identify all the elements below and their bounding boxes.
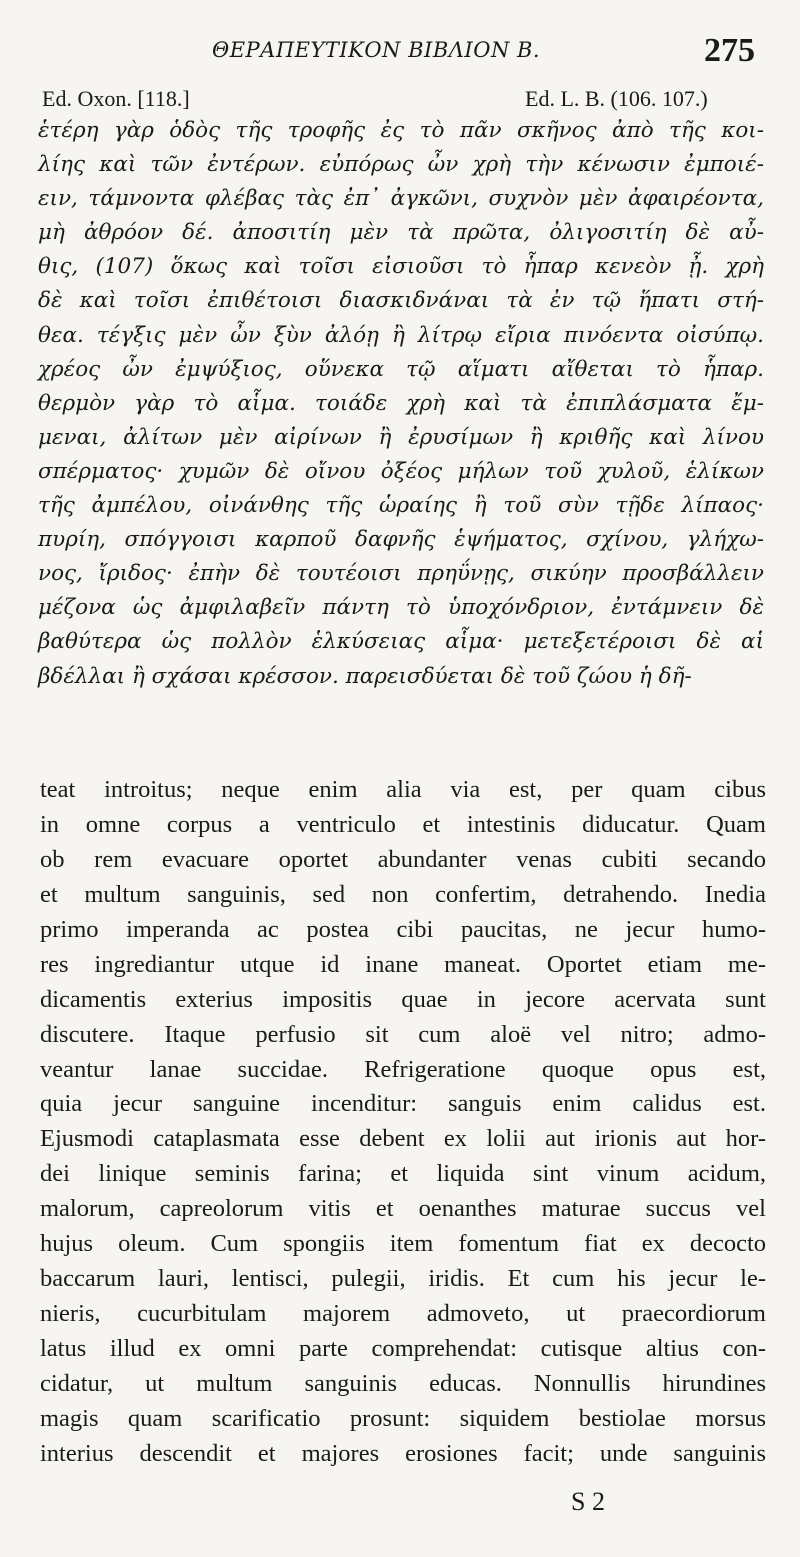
greek-text-line: μὴ ἀθρόον δέ. ἀποσιτίη μὲν τὰ πρῶτα, ὀλιγοσιτίη δὲ αὖ-	[38, 220, 764, 246]
latin-text-block	[40, 773, 766, 1472]
greek-text-line: βαθύτερα ὡς πολλὸν ἑλκύσειας αἷμα· μετεξετέροισι δὲ αἱ	[38, 629, 764, 655]
latin-text-line: dicamentis exterius impositis quae in jecore acervata sunt	[40, 985, 766, 1013]
latin-text-line: dei linique seminis farina; et liquida sint vinum acidum,	[40, 1160, 766, 1188]
edition-reference-leiden: Ed. L. B. (106. 107.)	[525, 86, 708, 111]
latin-text-line: quia jecur sanguine incenditur: sanguis enim calidus est.	[40, 1090, 766, 1118]
greek-text-line: χρέος ὦν ἐμψύξιος, οὕνεκα τῷ αἵματι αἴθεται τὸ ἧπαρ.	[38, 356, 764, 382]
greek-text-line: ειν, τάμνοντα φλέβας τὰς ἐπ᾽ ἀγκῶνι, συχνὸν μὲν ἀφαιρέοντα,	[38, 186, 764, 212]
greek-text-line: ἑτέρη γὰρ ὁδὸς τῆς τροφῆς ἐς τὸ πᾶν σκῆνος ἀπὸ τῆς κοι-	[38, 118, 764, 143]
greek-text-block	[38, 114, 764, 694]
greek-text-line: θεα. τέγξις μὲν ὦν ξὺν ἀλόῃ ἢ λίτρῳ εἴρια πινόεντα οἰσύπῳ.	[38, 322, 764, 348]
latin-text-line: teat introitus; neque enim alia via est, per quam cibus	[40, 776, 766, 803]
latin-text-line: baccarum lauri, lentisci, pulegii, iridis. Et cum his jecur le-	[40, 1265, 766, 1293]
latin-text-line: veantur lanae succidae. Refrigeratione quoque opus est,	[40, 1055, 766, 1083]
greek-text-line: μέζονα ὡς ἀμφιλαβεῖν πάντη τὸ ὑποχόνδριον, ἐντάμνειν δὲ	[38, 595, 764, 621]
edition-reference-oxford: Ed. Oxon. [118.]	[42, 86, 190, 111]
greek-text-line: δὲ καὶ τοῖσι ἐπιθέτοισι διασκιδνάναι τὰ ἐν τῷ ἥπατι στή-	[38, 288, 764, 314]
latin-text-line: magis quam scarificatio prosunt: siquidem bestiolae morsus	[40, 1404, 766, 1432]
latin-text-line: latus illud ex omni parte comprehendat: cutisque altius con-	[40, 1335, 766, 1362]
running-head	[0, 28, 800, 76]
greek-text-line: σπέρματος· χυμῶν δὲ οἴνου ὀξέος μήλων τοῦ χυλοῦ, ἑλίκων	[38, 458, 764, 484]
greek-text-line: μεναι, ἀλίτων μὲν αἰρίνων ἢ ἐρυσίμων ἢ κριθῆς καὶ λίνου	[38, 424, 764, 450]
greek-text-line: θις, (107) ὅκως καὶ τοῖσι εἰσιοῦσι τὸ ἧπαρ κενεὸν ᾖ. χρὴ	[38, 254, 764, 280]
latin-text-line: malorum, capreolorum vitis et oenanthes maturae succus vel	[40, 1195, 766, 1223]
greek-text-line: θερμὸν γὰρ τὸ αἷμα. τοιάδε χρὴ καὶ τὰ ἐπιπλάσματα ἔμ-	[38, 390, 764, 416]
latin-text-line: in omne corpus a ventriculo et intestinis diducatur. Quam	[40, 810, 766, 838]
running-title: ΘΕΡΑΠΕΥΤΙΚΟΝ ΒΙΒΛΙΟΝ Β.	[212, 38, 541, 62]
latin-text-line: interius descendit et majores erosiones facit; unde sanguinis	[40, 1439, 766, 1467]
latin-text-line: hujus oleum. Cum spongiis item fomentum fiat ex decocto	[40, 1230, 766, 1258]
greek-text-line: τῆς ἀμπέλου, οἰνάνθης τῆς ὡραίης ἢ τοῦ σὺν τῇδε λίπαος·	[38, 493, 764, 519]
greek-text-line: πυρίη, σπόγγοισι καρποῦ δαφνῆς ἑψήματος, σχίνου, γλήχω-	[38, 527, 764, 553]
edition-reference-line	[0, 86, 800, 114]
greek-text-line: βδέλλαι ἢ σχάσαι κρέσσον. παρεισδύεται δὲ τοῦ ζώου ἡ δῆ-	[38, 663, 692, 689]
latin-text-line: nieris, cucurbitulam majorem admoveto, ut praecordiorum	[40, 1300, 766, 1328]
greek-text-line: λίης καὶ τῶν ἐντέρων. εὐπόρως ὦν χρὴ τὴν κένωσιν ἐμποιέ-	[38, 152, 764, 178]
greek-text-line: νος, ἴριδος· ἐπὴν δὲ τουτέοισι πρηΰνῃς, σικύην προσβάλλειν	[38, 561, 764, 587]
latin-text-line: et multum sanguinis, sed non confertim, detrahendo. Inedia	[40, 880, 766, 908]
signature-mark: S 2	[571, 1487, 605, 1516]
latin-text-line: discutere. Itaque perfusio sit cum aloë vel nitro; admo-	[40, 1020, 766, 1048]
latin-text-line: cidatur, ut multum sanguinis educas. Nonnullis hirundines	[40, 1369, 766, 1397]
latin-text-line: Ejusmodi cataplasmata esse debent ex lolii aut irionis aut hor-	[40, 1125, 766, 1153]
latin-text-line: ob rem evacuare oportet abundanter venas cubiti secando	[40, 845, 766, 873]
page-number: 275	[704, 32, 755, 69]
latin-text-line: res ingrediantur utque id inane maneat. Oportet etiam me-	[40, 950, 766, 978]
latin-text-line: primo imperanda ac postea cibi paucitas, ne jecur humo-	[40, 915, 766, 943]
